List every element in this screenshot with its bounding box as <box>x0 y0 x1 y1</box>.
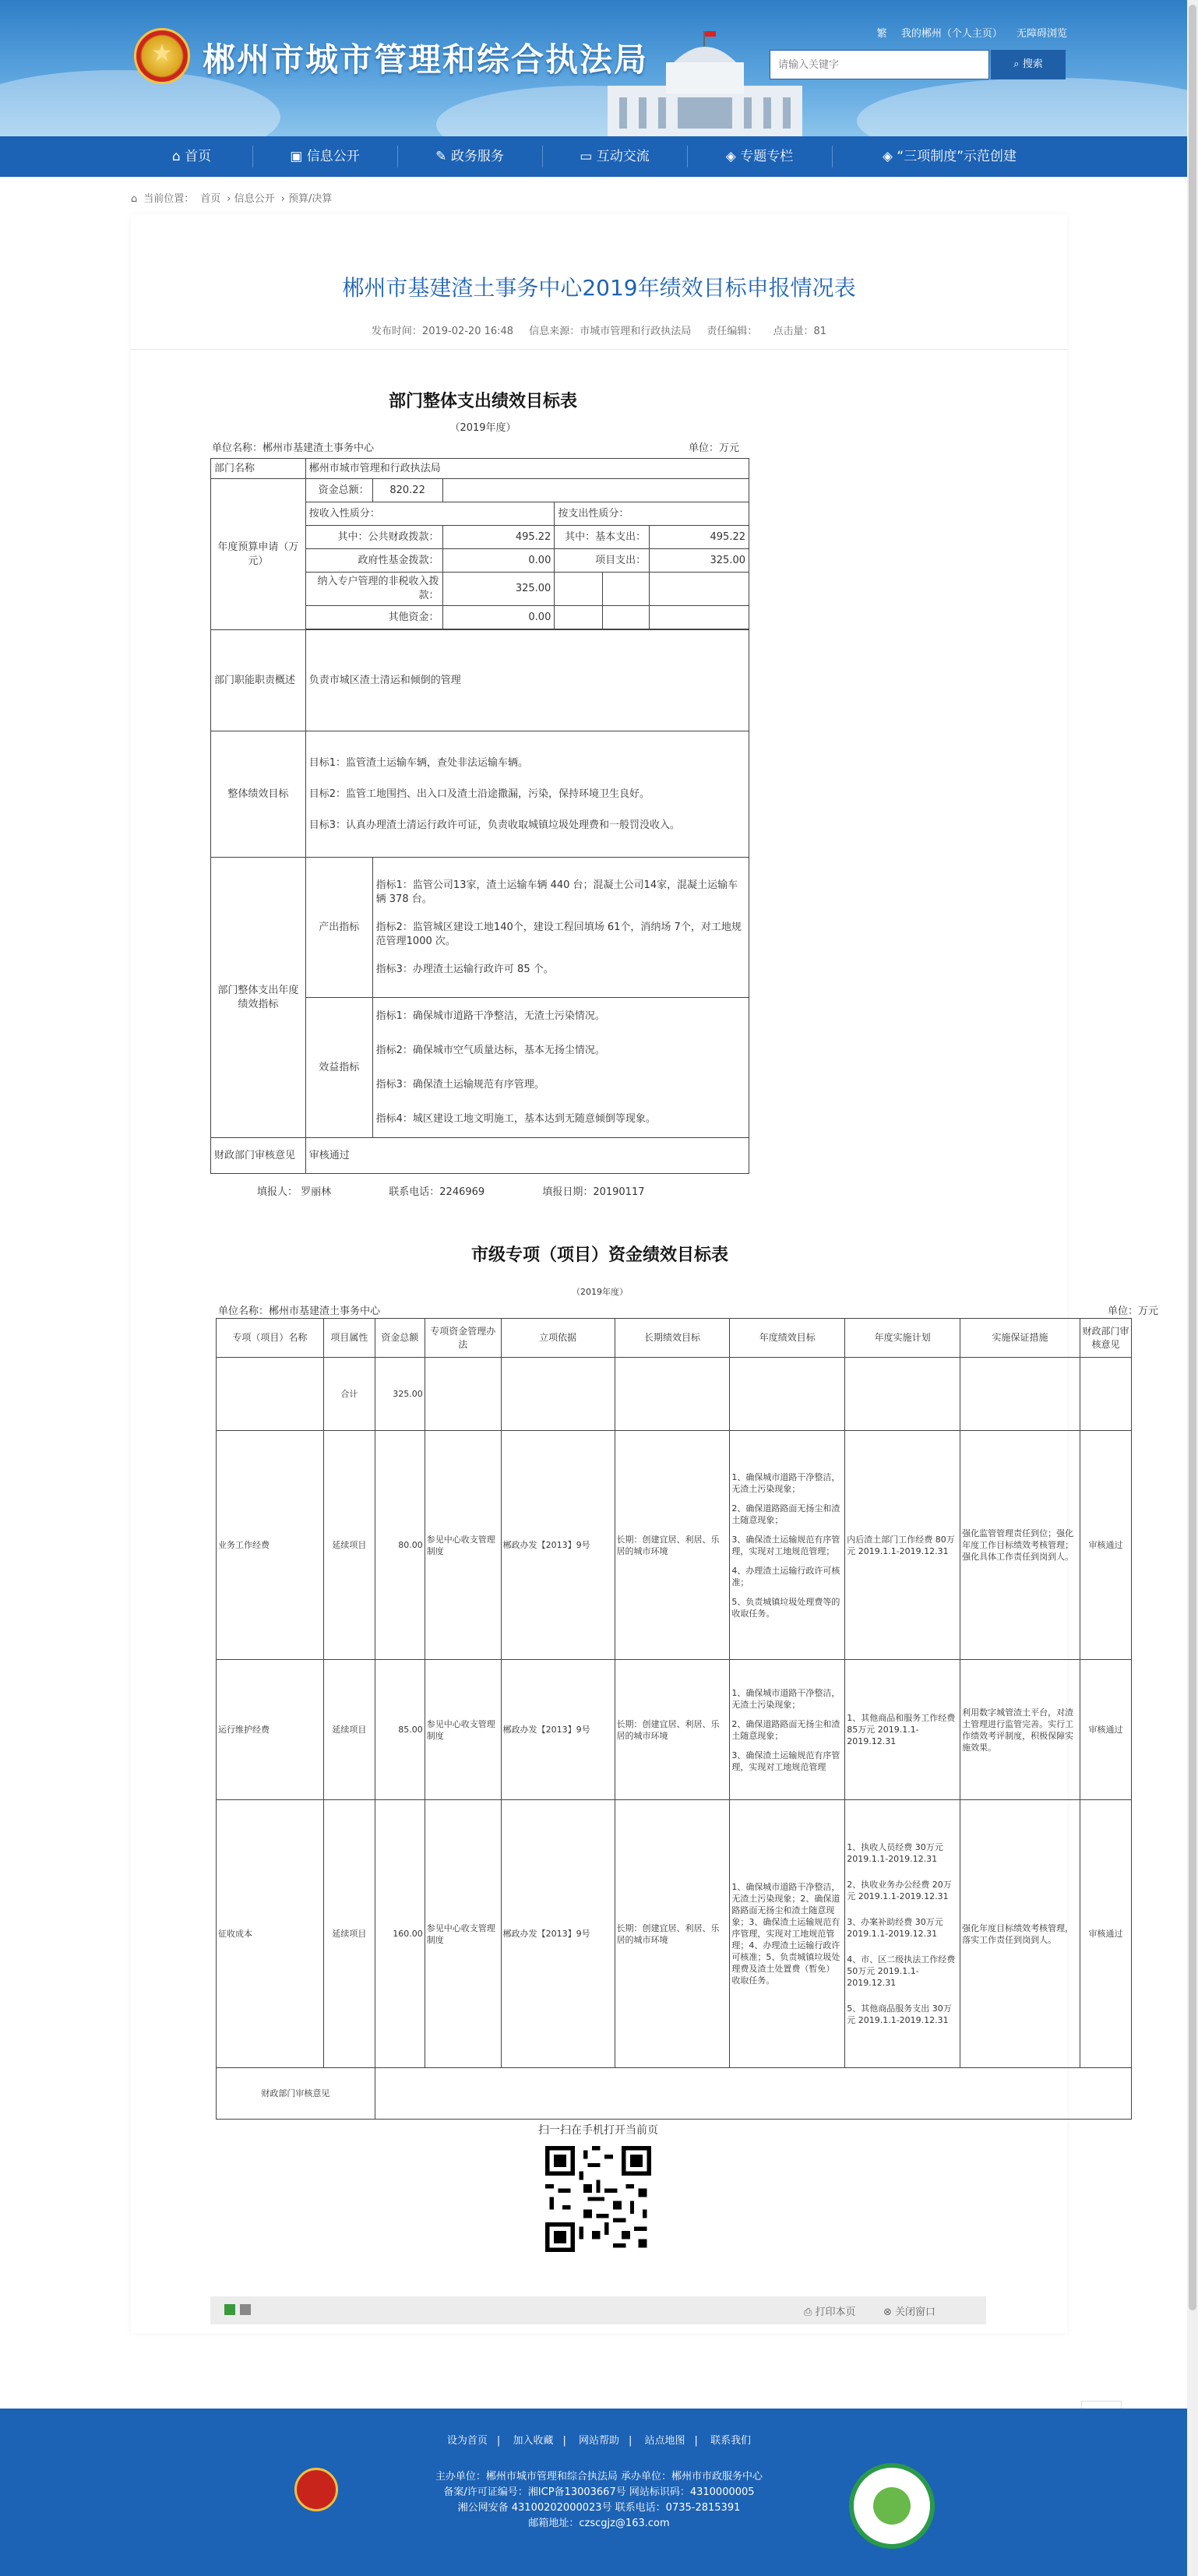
output-item: 指标3：办理渣土运输行政许可 85 个。 <box>375 963 554 975</box>
goals-cell <box>305 731 749 858</box>
scan-text: 扫一扫在手机打开当前页 <box>538 2124 658 2137</box>
benefit-item: 指标1：确保城市道路干净整洁，无渣土污染情况。 <box>375 1010 605 1022</box>
cell: 325.00 <box>650 549 749 573</box>
scrollbar-thumb[interactable] <box>1189 5 1196 2310</box>
footer-icp: 备案/许可证编号：湘ICP备13003667号 网站标识码：4310000005 <box>443 2486 755 2498</box>
column-header: 专项资金管理办法 <box>425 1319 501 1358</box>
cell: 长期：创建宜居、利居、乐居的城市环境 <box>615 1660 730 1800</box>
article-toolbar <box>210 2296 986 2324</box>
top-links <box>866 25 1067 40</box>
nav-home[interactable]: ⌂ 首页 <box>171 149 212 164</box>
share-wechat-icon[interactable] <box>224 2304 235 2315</box>
cell: 负责市城区渣土清运和倾倒的管理 <box>305 630 749 731</box>
column-header: 立项依据 <box>501 1319 615 1358</box>
cell: 495.22 <box>650 526 749 549</box>
goal-item: 目标2：监管工地围挡、出入口及渣土沿途撒漏，污染，保持环境卫生良好。 <box>308 788 650 800</box>
breadcrumb-home[interactable]: 首页 <box>200 193 221 205</box>
location-icon: ⌂ <box>131 193 138 205</box>
cell: 其他资金： <box>305 606 442 629</box>
divider <box>131 349 1067 350</box>
cell: 项目支出： <box>555 549 650 573</box>
close-icon: ⊗ <box>883 2306 896 2318</box>
search-button[interactable]: ⌕ 搜索 <box>991 50 1066 79</box>
column-header: 项目属性 <box>323 1319 375 1358</box>
cell: 85.00 <box>375 1660 425 1800</box>
print-button[interactable]: ⎙ 打印本页 <box>804 2306 856 2318</box>
national-emblem-icon <box>134 28 190 84</box>
total-value: 325.00 <box>375 1358 425 1431</box>
filler-date: 填报日期：20190117 <box>542 1186 645 1198</box>
output-item: 指标2：监管城区建设工地140个，建设工程回填场 61个，消纳场 7个，对工地规范管理1000 次。 <box>375 921 742 947</box>
cell: 审核通过 <box>305 1138 749 1174</box>
project-performance-table <box>216 1318 1132 2120</box>
table2-unit-name: 单位名称：郴州市基建渣土事务中心 <box>218 1306 381 1317</box>
cell: 0.00 <box>442 606 555 629</box>
layers-icon: ◈ <box>882 149 897 164</box>
cell: 参见中心收支管理制度 <box>425 1800 501 2068</box>
cell: 整体绩效目标 <box>211 731 306 858</box>
table2-title: 市级专项（项目）资金绩效目标表 <box>470 1245 728 1265</box>
table-row <box>217 1660 1132 1800</box>
site-title: 郴州市城市管理和综合执法局 <box>203 41 649 79</box>
nav-interaction[interactable]: ▭ 互动交流 <box>580 149 650 164</box>
total-label: 合计 <box>323 1358 375 1431</box>
outputs-cell <box>372 858 749 998</box>
cell: 延续项目 <box>323 1800 375 2068</box>
main-nav <box>0 136 1198 177</box>
cell: 征收成本 <box>217 1800 324 2068</box>
footer-info <box>0 2469 1198 2532</box>
cell: 年度预算申请（万元） <box>211 479 306 630</box>
civilized-city-badge-icon[interactable] <box>849 2463 935 2549</box>
cell: 1、确保城市道路干净整洁，无渣土污染现象； 2、确保道路路面无扬尘和渣土随意现象； 3、确保渣土运输规范有序管理，实现对工地规范管理 <box>730 1660 845 1800</box>
cell: 参见中心收支管理制度 <box>425 1660 501 1800</box>
table1-unit: 单位：万元 <box>689 442 740 454</box>
table1-year: （2019年度） <box>449 422 516 434</box>
cell: 部门名称 <box>211 459 306 479</box>
cell: 820.22 <box>372 479 442 502</box>
cell: 郴政办发【2013】9号 <box>501 1660 615 1800</box>
benefit-item: 指标4：城区建设工地文明施工，基本达到无随意倾倒等现象。 <box>375 1112 656 1125</box>
click-count: 点击量：81 <box>773 326 827 337</box>
nav-three-systems[interactable]: ◈ “三项制度”示范创建 <box>882 149 1017 164</box>
document-icon: ▣ <box>290 149 307 164</box>
cell: 业务工作经费 <box>217 1431 324 1660</box>
search-input[interactable] <box>770 50 989 79</box>
home-icon: ⌂ <box>171 149 185 164</box>
table-row <box>217 1800 1132 2068</box>
add-favorite-link[interactable]: 加入收藏 <box>513 2435 554 2447</box>
sitemap-link[interactable]: 站点地图 <box>644 2435 685 2447</box>
cell: 1、确保城市道路干净整洁，无渣土污染现象；2、确保道路路面无扬尘和渣土随意现象；3、确保渣土运输规范有序管理，实现对工地规范管理；4、办理渣土运输行政许可核准；5、负责城镇垃圾处理费及渣土处置费（暂免）收取任务。 <box>730 1800 845 2068</box>
contact-link[interactable]: 联系我们 <box>710 2435 752 2447</box>
table1-title: 部门整体支出绩效目标表 <box>388 391 577 411</box>
footer-links: 设为首页 | 加入收藏 | 网站帮助 | 站点地图 | 联系我们 <box>446 2435 752 2447</box>
printer-icon: ⎙ <box>804 2306 816 2318</box>
cell: 长期：创建宜居、利居、乐居的城市环境 <box>615 1431 730 1660</box>
column-header: 财政部门审核意见 <box>1080 1319 1131 1358</box>
cell: 160.00 <box>375 1800 425 2068</box>
benefit-item: 指标3：确保渣土运输规范有序管理。 <box>375 1078 544 1091</box>
cell: 郴政办发【2013】9号 <box>501 1800 615 2068</box>
cell: 效益指标 <box>305 998 372 1138</box>
benefits-cell <box>372 998 749 1138</box>
article-meta <box>131 322 1067 337</box>
nav-info-public[interactable]: ▣ 信息公开 <box>290 149 360 164</box>
footer-email: 邮箱地址：czscgjz@163.com <box>528 2518 670 2529</box>
set-homepage-link[interactable]: 设为首页 <box>446 2435 488 2447</box>
column-header: 长期绩效目标 <box>615 1319 730 1358</box>
traditional-chinese-link[interactable]: 繁 <box>876 28 887 40</box>
cell: 部门整体支出年度绩效指标 <box>211 858 306 1138</box>
government-building-illustration <box>592 31 818 136</box>
share-icon[interactable] <box>240 2304 251 2315</box>
scrollbar[interactable] <box>1187 0 1198 2576</box>
breadcrumb-budget[interactable]: 预算/决算 <box>288 193 333 205</box>
table-row <box>217 1431 1132 1660</box>
cell: 按支出性质分： <box>555 502 749 526</box>
cell: 延续项目 <box>323 1431 375 1660</box>
cell: 纳入专户管理的非税收入拨款： <box>305 573 442 606</box>
cell: 审核通过 <box>1080 1660 1131 1800</box>
cell: 1、其他商品和服务工作经费 85万元 2019.1.1-2019.12.31 <box>845 1660 960 1800</box>
cell: 强化监管管理责任到位；强化年度工作目标绩效考核管理；强化具体工作责任到岗到人。 <box>960 1431 1080 1660</box>
nav-topics[interactable]: ◈ 专题专栏 <box>725 149 794 164</box>
table1-unit-name: 单位名称：郴州市基建渣土事务中心 <box>212 442 375 454</box>
filler-info <box>257 1183 699 1198</box>
edit-icon: ✎ <box>435 149 451 164</box>
my-chenzhou-link[interactable]: 我的郴州（个人主页） <box>900 28 1002 40</box>
column-header: 资金总额 <box>375 1319 425 1358</box>
footer-police: 湘公网安备 43100202000023号 联系电话：0735-2815391 <box>457 2502 741 2514</box>
cell: 审核通过 <box>1080 1800 1131 2068</box>
dept-performance-table <box>210 458 749 1174</box>
cell: 产出指标 <box>305 858 372 998</box>
output-item: 指标1：监管公司13家，渣土运输车辆 440 台；混凝土公司14家，混凝土运输车辆 378 台。 <box>375 879 738 905</box>
cell: 1、执收人员经费 30万元 2019.1.1-2019.12.31 2、执收业务办公经费 20万元 2019.1.1-2019.12.31 3、办案补助经费 30万元 2019.1.1-2019.12.31 4、市、区二级执法工作经费 50万元 2019.1.1-2019.12.31 5、其他商品服务支出 30万元 2019.1.1-2019.12.31 <box>845 1800 960 2068</box>
cell: 其中：基本支出： <box>555 526 650 549</box>
cell: 政府性基金拨款： <box>305 549 442 573</box>
column-header: 实施保证措施 <box>960 1319 1080 1358</box>
cell: 1、确保城市道路干净整洁，无渣土污染现象； 2、确保道路路面无扬尘和渣土随意现象； 3、确保渣土运输规范有序管理，实现对工地规范管理； 4、办理渣土运输行政许可核准； 5、负责城镇垃圾处理费等的收取任务。 <box>730 1431 845 1660</box>
goal-item: 目标3：认真办理渣土清运行政许可证，负责收取城镇垃圾处理费和一般罚没收入。 <box>308 819 681 831</box>
header-banner <box>0 0 1198 136</box>
article-title: 郴州市基建渣土事务中心2019年绩效目标申报情况表 <box>342 275 856 301</box>
cell: 资金总额： <box>305 479 372 502</box>
goal-item: 目标1：监管渣土运输车辆，查处非法运输车辆。 <box>308 756 529 769</box>
table2-unit: 单位：万元 <box>1108 1306 1159 1317</box>
cell: 内后渣土部门工作经费 80万元 2019.1.1-2019.12.31 <box>845 1431 960 1660</box>
chat-icon: ▭ <box>580 149 597 164</box>
qr-code <box>545 2146 651 2252</box>
publish-time: 发布时间：2019-02-20 16:48 <box>371 326 514 337</box>
cell: 强化年度目标绩效考核管理，落实工作责任到岗到人。 <box>960 1800 1080 2068</box>
cell: 长期：创建宜居、利居、乐居的城市环境 <box>615 1800 730 2068</box>
footer <box>0 2409 1198 2576</box>
breadcrumb: ⌂ 当前位置： 首页 › 信息公开 › 预算/决算 <box>131 193 333 205</box>
cell: 审核通过 <box>1080 1431 1131 1660</box>
cell: 495.22 <box>442 526 555 549</box>
cell: 运行维护经费 <box>217 1660 324 1800</box>
column-header: 专项（项目）名称 <box>217 1319 324 1358</box>
cell: 参见中心收支管理制度 <box>425 1431 501 1660</box>
cell: 其中：公共财政拨款： <box>305 526 442 549</box>
cell: 延续项目 <box>323 1660 375 1800</box>
column-header: 年度实施计划 <box>845 1319 960 1358</box>
cell: 财政部门审核意见 <box>217 2068 375 2120</box>
cell: 按收入性质分： <box>305 502 555 526</box>
editor: 责任编辑： <box>706 326 758 337</box>
nav-gov-service[interactable]: ✎ 政务服务 <box>435 149 504 164</box>
cell: 财政部门审核意见 <box>211 1138 306 1174</box>
cell: 0.00 <box>442 549 555 573</box>
cell: 郴政办发【2013】9号 <box>501 1431 615 1660</box>
filler-person: 填报人： 罗丽林 <box>257 1186 332 1198</box>
help-link[interactable]: 网站帮助 <box>578 2435 619 2447</box>
close-window-button[interactable]: ⊗ 关闭窗口 <box>883 2306 936 2318</box>
column-header: 年度绩效目标 <box>730 1319 845 1358</box>
cell: 80.00 <box>375 1431 425 1660</box>
search-icon: ⌕ <box>1013 58 1023 70</box>
breadcrumb-info[interactable]: 信息公开 <box>234 193 275 205</box>
accessibility-link[interactable]: 无障碍浏览 <box>1016 28 1067 40</box>
cell: 郴州市城市管理和行政执法局 <box>305 459 749 479</box>
info-source: 信息来源：市城市管理和行政执法局 <box>529 326 692 337</box>
cell: 部门职能职责概述 <box>211 630 306 731</box>
footer-sponsor: 主办单位：郴州市城市管理和综合执法局 承办单位：郴州市市政服务中心 <box>435 2471 763 2483</box>
layers-icon: ◈ <box>725 149 741 164</box>
filler-phone: 联系电话：2246969 <box>389 1186 485 1198</box>
table2-year: （2019年度） <box>572 1287 628 1297</box>
cell: 325.00 <box>442 573 555 606</box>
cell: 利用数字城管渣土平台，对渣土管理进行监管完善。实行工作绩效考评制度，积极保障实施效果。 <box>960 1660 1080 1800</box>
benefit-item: 指标2：确保城市空气质量达标，基本无扬尘情况。 <box>375 1044 605 1056</box>
